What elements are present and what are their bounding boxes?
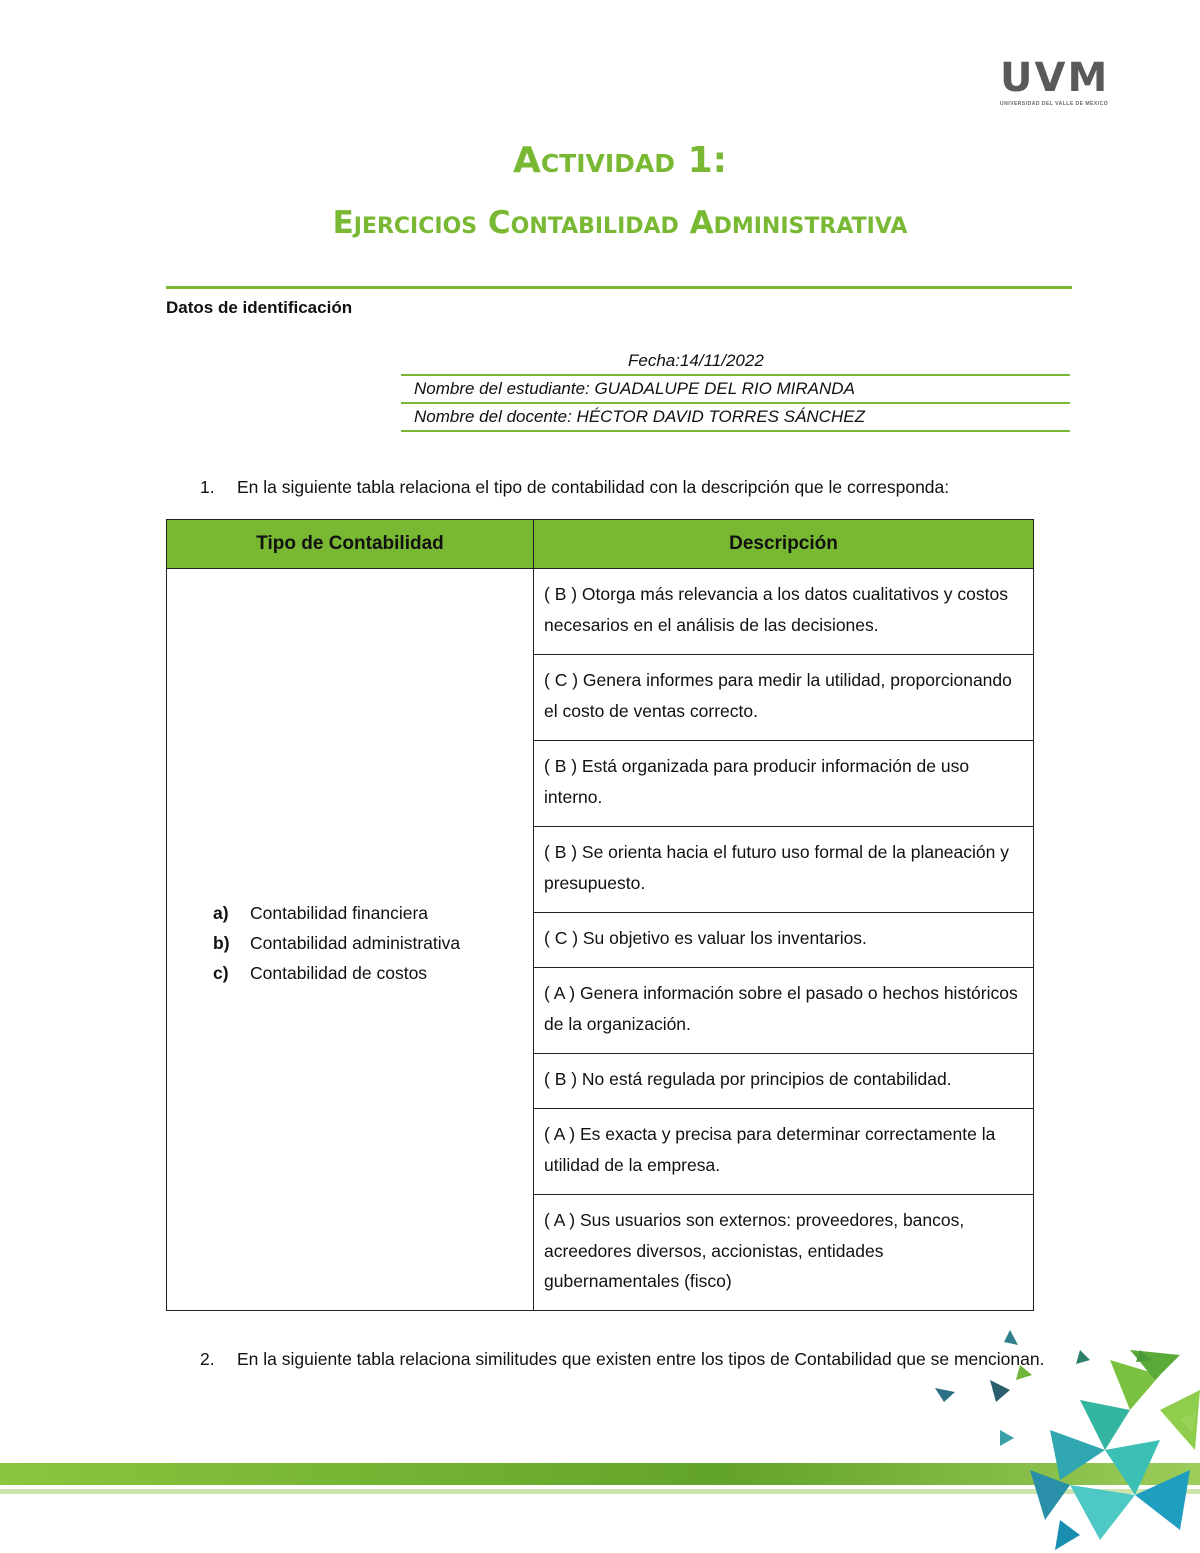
option-letter: a) xyxy=(213,902,229,923)
question-number: 1. xyxy=(200,477,215,497)
logo-text: UVM xyxy=(1000,55,1110,101)
list-item xyxy=(213,958,532,988)
matching-table xyxy=(166,519,1034,1311)
description-cell: ( B ) Se orienta hacia el futuro uso formal de la planeación y presupuesto. xyxy=(534,827,1034,913)
header-descripcion: Descripción xyxy=(534,520,1034,569)
options-cell xyxy=(167,569,534,1311)
description-cell: ( A ) Genera información sobre el pasado o hechos históricos de la organización. xyxy=(534,968,1034,1054)
option-letter: b) xyxy=(213,932,230,953)
description-cell: ( B ) Otorga más relevancia a los datos cualitativos y costos necesarios en el análisis de las decisiones. xyxy=(534,569,1034,655)
description-cell: ( A ) Es exacta y precisa para determinar correctamente la utilidad de la empresa. xyxy=(534,1109,1034,1195)
option-label: Contabilidad de costos xyxy=(250,962,428,983)
option-label: Contabilidad financiera xyxy=(250,902,429,923)
activity-subtitle: Ejercicios Contabilidad Administrativa xyxy=(332,205,908,241)
options-list xyxy=(168,898,532,988)
description-cell: ( B ) No está regulada por principios de contabilidad. xyxy=(534,1054,1034,1109)
list-item xyxy=(213,928,532,958)
logo-tagline: UNIVERSIDAD DEL VALLE DE MÉXICO xyxy=(1000,101,1109,107)
header-tipo: Tipo de Contabilidad xyxy=(167,520,534,569)
description-cell: ( A ) Sus usuarios son externos: proveedores, bancos, acreedores diversos, accionistas, entidades gubernamentales (fisco) xyxy=(534,1195,1034,1311)
activity-title: Actividad 1: xyxy=(512,140,728,181)
description-cell: ( B ) Está organizada para producir información de uso interno. xyxy=(534,741,1034,827)
identification-block xyxy=(401,348,1070,432)
identification-label: Datos de identificación xyxy=(166,298,353,317)
uvm-logo xyxy=(1000,55,1120,107)
option-label: Contabilidad administrativa xyxy=(250,932,461,953)
teacher-line: Nombre del docente: HÉCTOR DAVID TORRES SÁNCHEZ xyxy=(401,404,1070,432)
title-divider xyxy=(166,286,1072,289)
description-cell: ( C ) Genera informes para medir la utilidad, proporcionando el costo de ventas correcto. xyxy=(534,655,1034,741)
list-item xyxy=(213,898,532,928)
table-header-row xyxy=(167,520,1034,569)
student-line: Nombre del estudiante: GUADALUPE DEL RIO MIRANDA xyxy=(401,376,1070,404)
date-line: Fecha:14/11/2022 xyxy=(401,348,1070,376)
question-text: En la siguiente tabla relaciona el tipo de contabilidad con la descripción que le corresponda: xyxy=(237,477,950,497)
question-text: En la siguiente tabla relaciona similitudes que existen entre los tipos de Contabilidad que se mencionan. xyxy=(237,1349,1045,1369)
decorative-shards-graphic xyxy=(930,1320,1200,1553)
description-cell: ( C ) Su objetivo es valuar los inventarios. xyxy=(534,913,1034,968)
option-letter: c) xyxy=(213,962,229,983)
table-row xyxy=(167,569,1034,655)
question-1 xyxy=(200,472,1075,503)
question-number: 2. xyxy=(200,1349,215,1369)
